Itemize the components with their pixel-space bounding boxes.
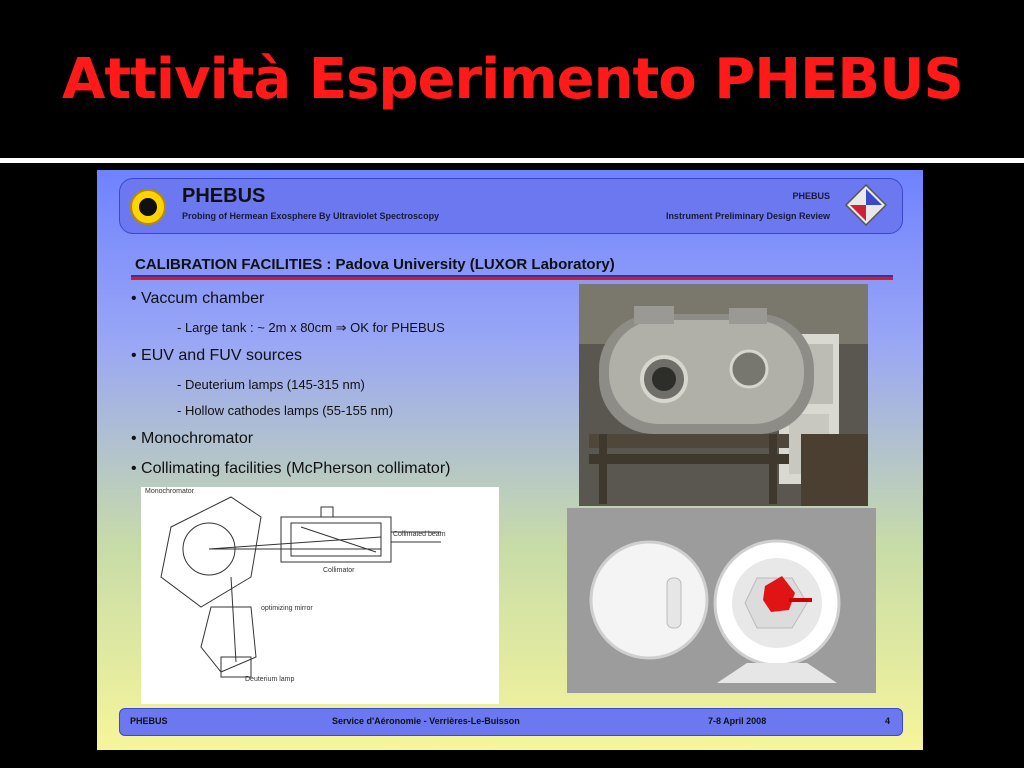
phebus-logo-icon [130, 189, 166, 225]
sub-bullet-deuterium-lamps: - Deuterium lamps (145-315 nm) [177, 377, 365, 392]
vacuum-chamber-photo [579, 284, 868, 506]
monochromator-diagram [141, 487, 499, 704]
sub-bullet-hollow-cathodes: - Hollow cathodes lamps (55-155 nm) [177, 403, 394, 418]
bullet-collimating-facilities: • Collimating facilities (McPherson collimator) [131, 460, 451, 477]
label-deuterium-lamp: Deuterium lamp [245, 676, 295, 683]
section-underline-red [131, 277, 893, 280]
footer-left: PHEBUS [130, 716, 168, 726]
header-title: PHEBUS [182, 185, 266, 207]
bullet-monochromator: • Monochromator [131, 430, 254, 447]
header-subtitle: Probing of Hermean Exosphere By Ultraviolet Spectroscopy [182, 211, 440, 221]
header-right-bottom: Instrument Preliminary Design Review [665, 211, 830, 221]
header-right-top: PHEBUS [792, 191, 830, 201]
label-collimator: Collimator [323, 567, 355, 574]
label-optimizing-mirror: optimizing mirror [261, 605, 313, 612]
sub-bullet-large-tank: - Large tank : ~ 2m x 80cm ⇒ OK for PHEBUS [177, 320, 445, 335]
title-divider [0, 158, 1024, 163]
footer-page-number: 4 [884, 716, 890, 726]
label-monochromator: Monochromator [145, 488, 195, 495]
slide-header [119, 178, 903, 234]
bullet-euv-fuv-sources: • EUV and FUV sources [131, 347, 302, 364]
section-title: CALIBRATION FACILITIES : Padova University (LUXOR Laboratory) [135, 256, 615, 273]
bullet-vaccum-chamber: • Vaccum chamber [131, 290, 265, 307]
label-collimated-beam: Collimated beam [393, 531, 446, 538]
cnes-logo-icon [844, 183, 888, 227]
footer-date: 7-8 April 2008 [708, 716, 767, 726]
footer-center: Service d'Aéronomie - Verrières-Le-Buisson [332, 716, 520, 726]
slide-footer [119, 708, 903, 736]
slide-title: Attività Esperimento PHEBUS [62, 47, 963, 112]
embedded-slide [97, 170, 923, 750]
chamber-3d-render [567, 508, 876, 693]
